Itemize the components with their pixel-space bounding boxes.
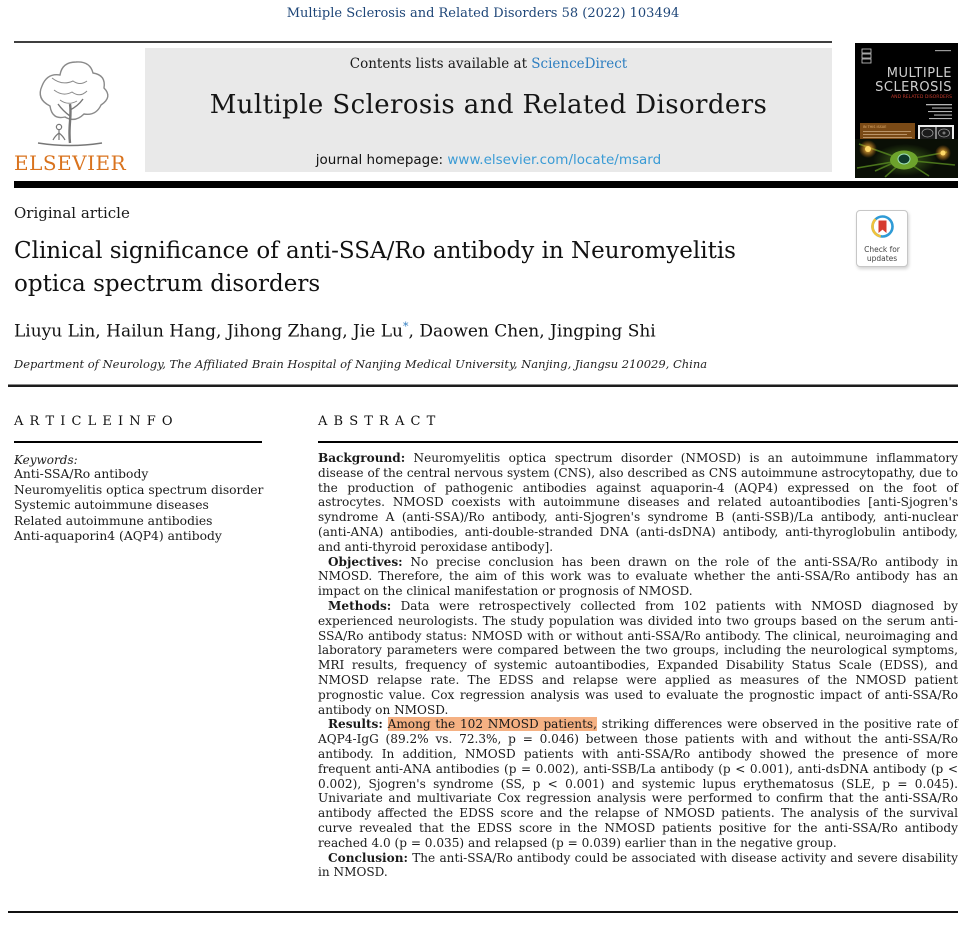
authors-text-rest: , Daowen Chen, Jingping Shi: [408, 321, 656, 342]
abstract-results-paragraph: [318, 717, 958, 850]
title-section-divider: [8, 384, 958, 387]
results-highlighted-text: Among the 102 NMOSD patients,: [387, 717, 597, 732]
keyword-item: Neuromyelitis optica spectrum disorder: [14, 482, 264, 497]
journal-citation-link[interactable]: Multiple Sclerosis and Related Disorders 58 (2022) 103494: [286, 6, 680, 21]
header-black-bar: [14, 181, 958, 188]
results-label: Results:: [328, 717, 383, 732]
keyword-item: Anti-aquaporin4 (AQP4) antibody: [14, 529, 222, 543]
cover-neuron-image: [855, 139, 958, 178]
keywords-label: Keywords:: [14, 453, 78, 467]
journal-title: Multiple Sclerosis and Related Disorders: [209, 90, 768, 120]
article-info-column: [14, 414, 299, 545]
cover-issue-label: IN THIS ISSUE: [863, 125, 887, 129]
article-type-label: Original article: [14, 204, 130, 222]
authors-text: Liuyu Lin, Hailun Hang, Jihong Zhang, Jie Lu: [14, 321, 404, 342]
abstract-column: [318, 414, 958, 880]
abstract-heading: A B S T R A C T: [318, 414, 437, 429]
elsevier-wordmark: ELSEVIER: [14, 151, 127, 175]
methods-label: Methods:: [328, 598, 392, 613]
contents-list-line: [145, 56, 832, 72]
cover-title-line1: MULTIPLE: [886, 66, 952, 81]
abstract-methods-paragraph: [318, 599, 958, 717]
check-for-updates-badge[interactable]: [856, 210, 908, 267]
journal-masthead: [145, 48, 832, 172]
article-info-rule: [14, 441, 262, 443]
abstract-background-paragraph: [318, 451, 958, 555]
corresponding-author-mark[interactable]: *: [403, 320, 409, 333]
keyword-item: Related autoimmune antibodies: [14, 513, 213, 528]
background-label: Background:: [318, 451, 406, 465]
conclusion-label: Conclusion:: [328, 850, 408, 865]
abstract-body: [318, 451, 958, 880]
elsevier-tree-icon: [20, 48, 120, 150]
cover-title-line2: SCLEROSIS: [875, 80, 952, 95]
article-title: Clinical significance of anti-SSA/Ro antibody in Neuromyelitis optica spectrum disorders: [14, 238, 736, 297]
journal-homepage-link[interactable]: www.elsevier.com/locate/msard: [447, 152, 662, 168]
methods-text: Data were retrospectively collected from 102 patients with NMOSD diagnosed by experienced neurologists. The study population was divided into two groups based on the serum anti-SSA/Ro antibody status: NMOSD with or without anti-SSA/Ro antibody. The clinical, neuroimaging and laboratory parameters were compared between the two groups, including the neurological symptoms, MRI results, frequency of systemic autoantibodies, Expanded Disability Status Scale (EDSS), and NMOSD relapse rate. The EDSS and relapse were applied as measures of the NMOSD patient prognostic value. Cox regression analysis was used to evaluate the prognostic impact of anti-SSA/Ro antibody on NMOSD.: [318, 598, 958, 717]
badge-text-line2: updates: [866, 254, 898, 263]
background-text: Neuromyelitis optica spectrum disorder (NMOSD) is an autoimmune inflammatory disease of the central nervous system (CNS), also described as CNS autoimmune astrocytopathy, due to the production of pathogenic antibodies against aquaporin-4 (AQP4) expressed on the foot of astrocytes. NMOSD coexists with autoimmune diseases and related autoantibodies [anti-Sjogren's syndrome A (anti-SSA)/Ro antibody, anti-Sjogren's syndrome B (anti-SSB)/La antibody, anti-nuclear (anti-ANA) antibodies, anti-double-stranded DNA (anti-dsDNA) antibody, anti-thyroglobulin antibody, and anti-thyroid peroxidase antibody].: [318, 451, 958, 554]
conclusion-text: The anti-SSA/Ro antibody could be associated with disease activity and severe disability in NMOSD.: [318, 850, 958, 880]
author-list: [14, 320, 656, 342]
abstract-rule: [318, 441, 958, 443]
keyword-item: Systemic autoimmune diseases: [14, 498, 209, 512]
affiliation: Department of Neurology, The Affiliated Brain Hospital of Nanjing Medical University, Nanjing, Jiangsu 210029, China: [14, 357, 708, 371]
elsevier-logo: [14, 48, 126, 176]
objectives-label: Objectives:: [328, 554, 403, 569]
keyword-item: Anti-SSA/Ro antibody: [14, 467, 149, 481]
objectives-text: No precise conclusion has been drawn on the role of the anti-SSA/Ro antibody in NMOSD. Therefore, the aim of this work was to evaluate whether the anti-SSA/Ro antibody has an impact on the clinical manifestation or prognosis of NMOSD.: [318, 554, 958, 599]
check-for-updates-icon: [869, 214, 896, 241]
abstract-objectives-paragraph: [318, 555, 958, 599]
header-top-rule: [14, 41, 832, 43]
journal-homepage-line: [145, 152, 832, 168]
badge-text-line1: Check for: [864, 245, 900, 254]
homepage-label: journal homepage:: [315, 152, 448, 168]
journal-cover-image: [855, 43, 958, 178]
article-info-heading: A R T I C L E I N F O: [14, 414, 174, 429]
page-bottom-rule: [8, 911, 958, 913]
cover-mri-thumbnails: [918, 125, 954, 141]
results-text: striking differences were observed in the positive rate of AQP4-IgG (89.2% vs. 72.3%, p = 0.046) between those patients with and without the anti-SSA/Ro antibody. In addition, NMOSD patients with anti-SSA/Ro antibody showed the presence of more frequent anti-ANA antibodies (p = 0.002), anti-SSB/La antibody (p < 0.001), anti-dsDNA antibody (p < 0.002), Sjogren's syndrome (SS, p < 0.001) and systemic lupus erythematosus (SLE, p = 0.045). Univariate and multivariate Cox regression analysis were performed to confirm that the anti-SSA/Ro antibody affected the EDSS score and the relapse of NMOSD patients. The analysis of the survival curve revealed that the EDSS score in the NMOSD patients positive for the anti-SSA/Ro antibody reached 4.0 (p = 0.035) and relapsed (p = 0.039) earlier than in the negative group.: [318, 717, 958, 850]
cover-subtitle: AND RELATED DISORDERS: [891, 95, 952, 100]
contents-list-text: Contents lists available at: [349, 56, 532, 72]
sciencedirect-link[interactable]: ScienceDirect: [531, 56, 628, 72]
abstract-conclusion-paragraph: [318, 851, 958, 881]
